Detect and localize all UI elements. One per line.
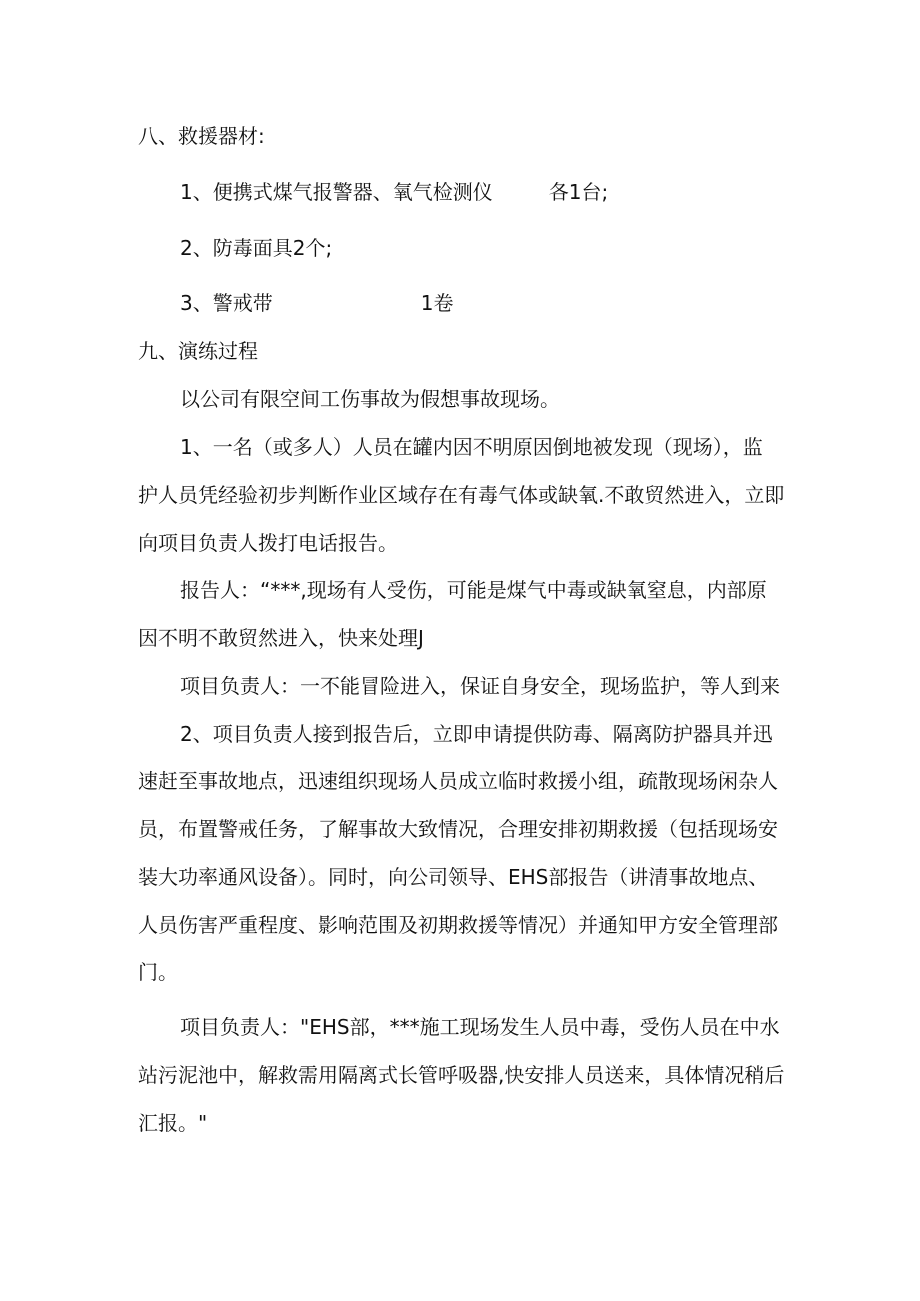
paragraph-5-line: 汇报。"	[138, 1111, 208, 1135]
equipment-item-3-qty: 1卷	[420, 291, 454, 315]
equipment-item-3	[180, 289, 453, 317]
equipment-item-1-label: 1、便携式煤气报警器、氧气检测仪	[180, 180, 493, 204]
section-8-heading: 八、救援器材:	[138, 124, 265, 148]
equipment-item-1	[180, 178, 608, 206]
paragraph-1-line: 护人员凭经验初步判断作业区域存在有毒气体或缺氧.不敢贸然进入，立即	[138, 483, 785, 507]
equipment-item-3-label: 3、警戒带	[180, 291, 273, 315]
equipment-item-1-qty: 各1台;	[548, 180, 609, 204]
paragraph-2-line: 因不明不敢贸然进入，快来处理J	[138, 626, 424, 650]
paragraph-4-line: 人员伤害严重程度、影响范围及初期救援等情况）并通知甲方安全管理部	[138, 913, 778, 937]
paragraph-5-line: 项目负责人："EHS部，***施工现场发生人员中毒，受伤人员在中水	[180, 1015, 780, 1039]
paragraph-3-line: 项目负责人：一不能冒险进入，保证自身安全，现场监护，等人到来	[180, 674, 780, 698]
paragraph-1-line: 1、一名（或多人）人员在罐内因不明原因倒地被发现（现场），监	[180, 435, 763, 459]
equipment-item-2: 2、防毒面具2个;	[180, 236, 333, 260]
paragraph-4-line: 员，布置警戒任务，了解事故大致情况，合理安排初期救援（包括现场安	[138, 817, 778, 841]
section-9-heading: 九、演练过程	[138, 339, 258, 363]
paragraph-5-line: 站污泥池中，解救需用隔离式长管呼吸器,快安排人员送来，具体情况稍后	[138, 1063, 785, 1087]
paragraph-1-line: 向项目负责人拨打电话报告。	[138, 531, 398, 555]
paragraph-4-line: 门。	[138, 960, 178, 984]
paragraph-4-line: 速赶至事故地点，迅速组织现场人员成立临时救援小组，疏散现场闲杂人	[138, 769, 778, 793]
paragraph-2-line: 报告人：“***,现场有人受伤，可能是煤气中毒或缺氧窒息，内部原	[180, 578, 767, 602]
paragraph-4-line: 装大功率通风设备）。同时，向公司领导、EHS部报告（讲清事故地点、	[138, 865, 769, 889]
paragraph-4-line: 2、项目负责人接到报告后，立即申请提供防毒、隔离防护器具并迅	[180, 722, 773, 746]
section-9-intro: 以公司有限空间工伤事故为假想事故现场。	[180, 387, 560, 411]
